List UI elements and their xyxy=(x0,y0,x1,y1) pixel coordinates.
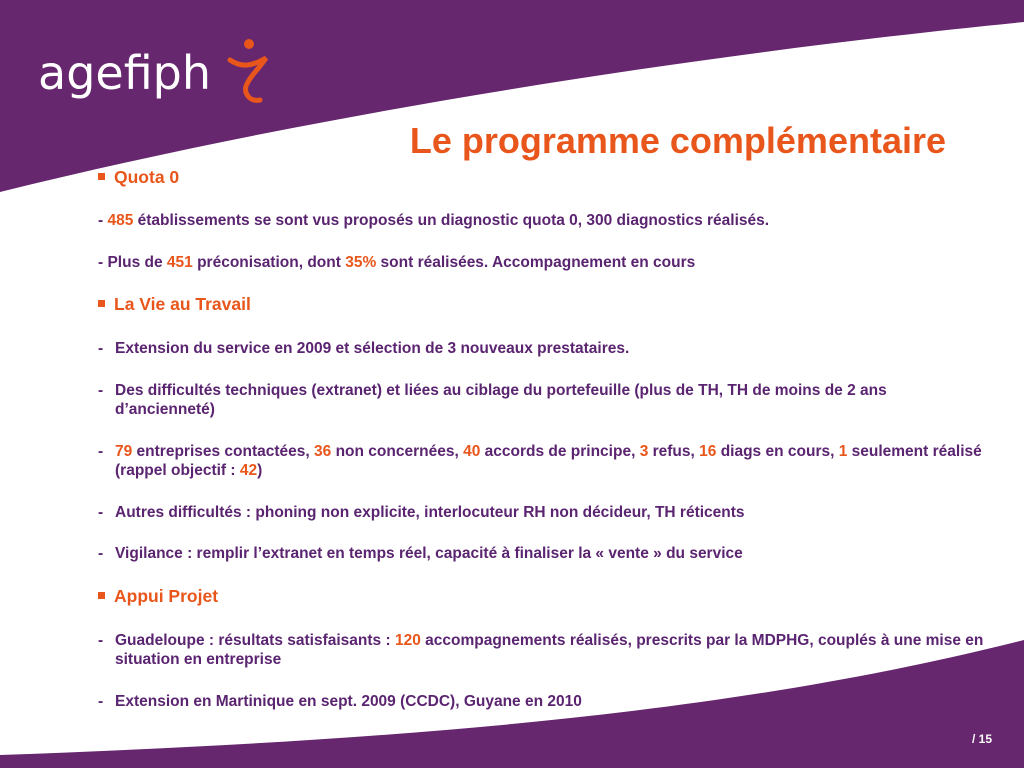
logo-wordmark: agefiph xyxy=(38,46,212,100)
quota-line-1: - 485 établissements se sont vus proposés un diagnostic quota 0, 300 diagnostics réalisés. xyxy=(98,212,770,229)
agefiph-logo xyxy=(38,40,278,110)
vie-item-5: - Vigilance : remplir l’extranet en temps réel, capacité à finaliser la « vente » du service xyxy=(98,545,743,562)
bullet-square-icon xyxy=(98,592,105,599)
bullet-square-icon xyxy=(98,300,105,307)
section-vie-au-travail xyxy=(98,294,251,315)
logo-figure-icon xyxy=(224,38,276,106)
quota-line-2: - Plus de 451 préconisation, dont 35% sont réalisées. Accompagnement en cours xyxy=(98,254,696,271)
vie-item-2: - Des difficultés techniques (extranet) et liées au ciblage du portefeuille (plus de TH, TH de moins de 2 ans d’ancienneté) xyxy=(98,382,887,418)
section-quota-0 xyxy=(98,167,179,188)
slide-title: Le programme complémentaire xyxy=(409,120,946,161)
section-appui-projet xyxy=(98,586,218,607)
vie-item-4: - Autres difficultés : phoning non explicite, interlocuteur RH non décideur, TH réticents xyxy=(98,504,745,521)
page-number: / 15 xyxy=(971,732,992,746)
section-label: Appui Projet xyxy=(114,586,219,606)
bullet-square-icon xyxy=(98,173,105,180)
section-label: Quota 0 xyxy=(114,167,180,187)
appui-item-2: - Extension en Martinique en sept. 2009 (CCDC), Guyane en 2010 xyxy=(98,693,582,710)
vie-item-1: - Extension du service en 2009 et sélection de 3 nouveaux prestataires. xyxy=(98,340,630,357)
section-label: La Vie au Travail xyxy=(114,294,251,314)
appui-item-1: - Guadeloupe : résultats satisfaisants : 120 accompagnements réalisés, prescrits par la MDPHG, couplés à une mise en situation en entreprise xyxy=(98,632,984,668)
vie-item-3: - 79 entreprises contactées, 36 non concernées, 40 accords de principe, 3 refus, 16 diags en cours, 1 seulement réalisé (rappel objectif : 42) xyxy=(98,443,982,479)
